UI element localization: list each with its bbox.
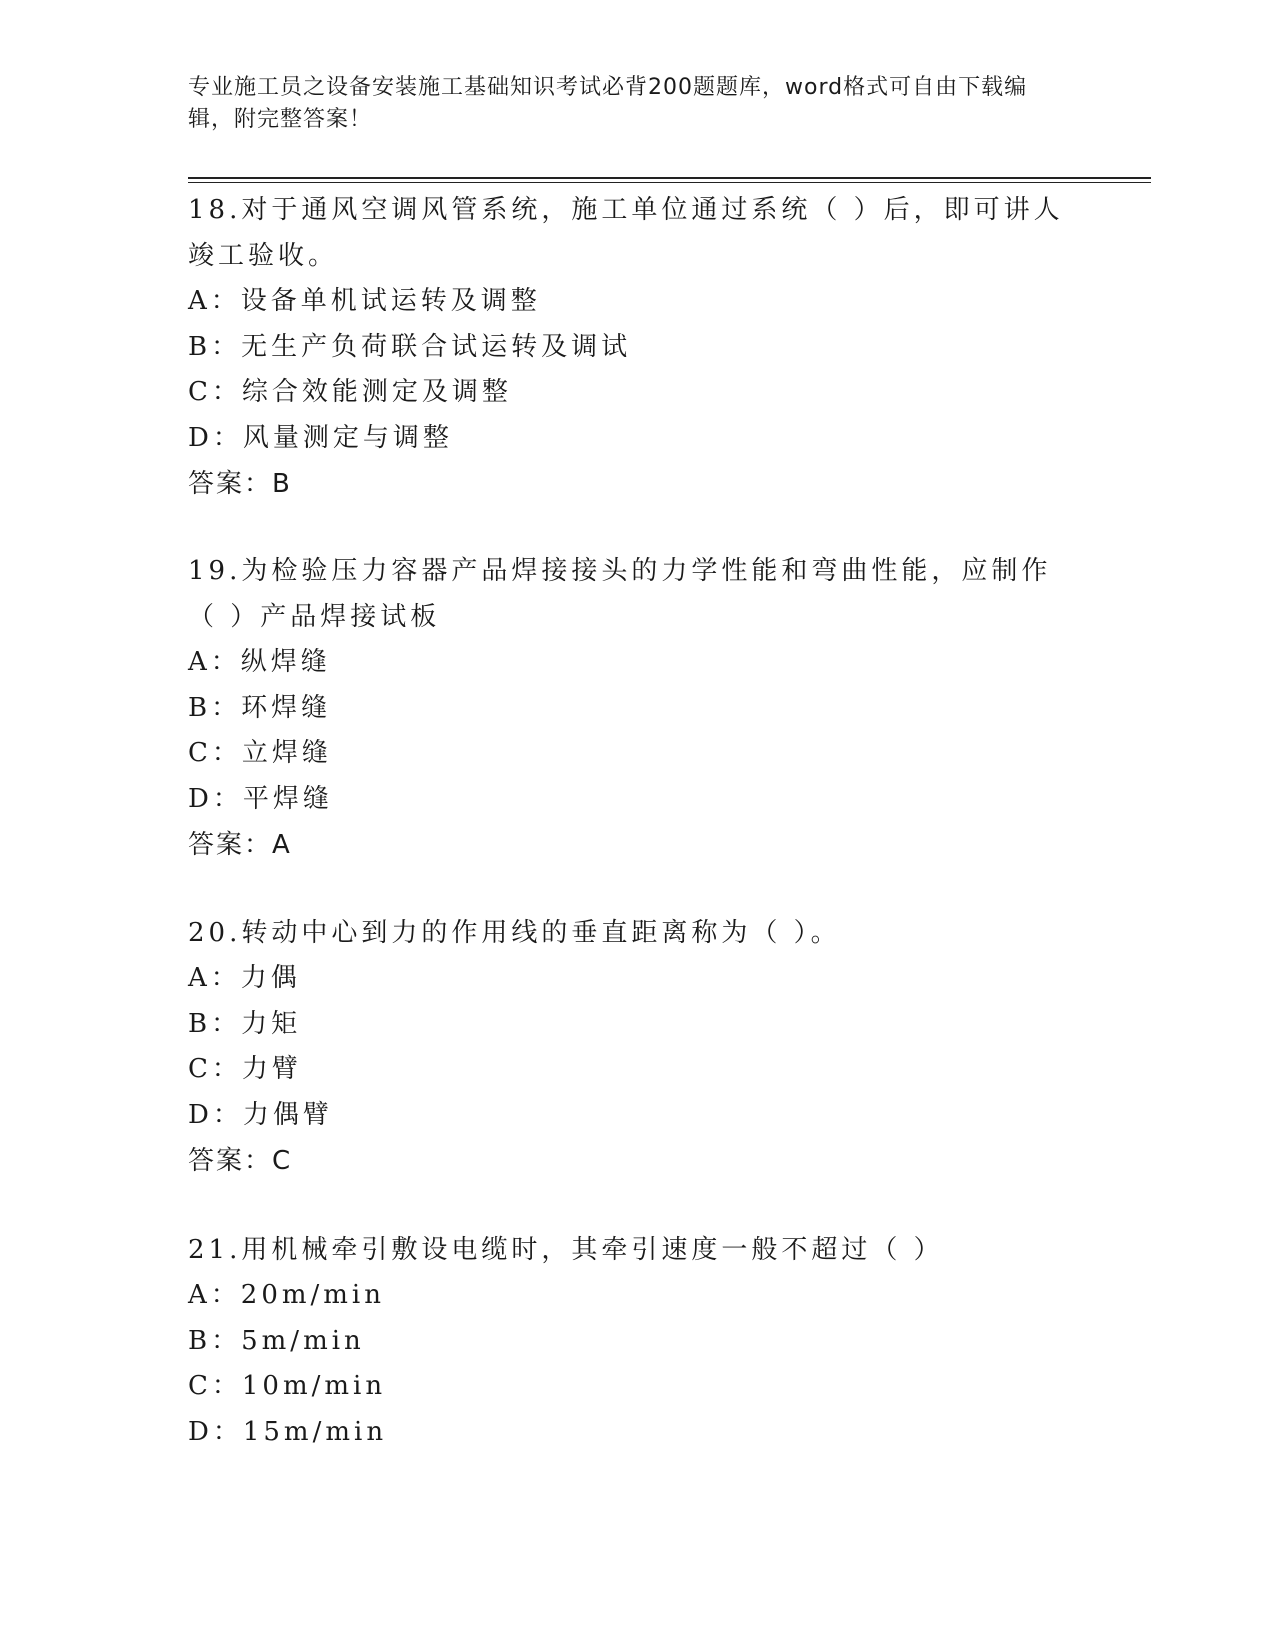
header-divider <box>188 177 1151 179</box>
header-divider-thin <box>188 182 1151 183</box>
option-d: D：平焊缝 <box>188 783 333 814</box>
option-b: B：环焊缝 <box>188 692 332 723</box>
option-d: D：风量测定与调整 <box>188 422 453 453</box>
option-c: C：立焊缝 <box>188 738 332 768</box>
answer: 答案：C <box>188 1146 293 1176</box>
question-19 <box>188 548 1068 868</box>
option-a: A：力偶 <box>188 963 301 993</box>
option-a: A：20m/min <box>188 1280 385 1310</box>
question-21 <box>188 1227 1068 1455</box>
question-stem: 19.为检验压力容器产品焊接接头的力学性能和弯曲性能，应制作（ ）产品焊接试板 <box>188 556 1052 632</box>
option-a: A：设备单机试运转及调整 <box>188 286 541 316</box>
answer: 答案：B <box>188 469 292 499</box>
option-c: C：综合效能测定及调整 <box>188 377 512 407</box>
option-c: C：10m/min <box>188 1371 387 1401</box>
option-d: D：力偶臂 <box>188 1099 333 1130</box>
question-stem: 20.转动中心到力的作用线的垂直距离称为（ ）。 <box>188 918 841 948</box>
option-b: B：力矩 <box>188 1008 302 1039</box>
option-c: C：力臂 <box>188 1054 302 1084</box>
option-b: B：5m/min <box>188 1325 365 1356</box>
question-stem: 21.用机械牵引敷设电缆时，其牵引速度一般不超过（ ） <box>188 1235 944 1265</box>
answer: 答案：A <box>188 830 292 860</box>
option-a: A：纵焊缝 <box>188 647 331 677</box>
document-header: 专业施工员之设备安装施工基础知识考试必背200题题库，word格式可自由下载编辑，附完整答案！ <box>188 75 1028 132</box>
question-18 <box>188 187 1068 507</box>
question-20 <box>188 910 1068 1184</box>
option-b: B：无生产负荷联合试运转及调试 <box>188 331 632 362</box>
question-stem: 18.对于通风空调风管系统，施工单位通过系统（ ）后，即可讲人竣工验收。 <box>188 195 1064 271</box>
option-d: D：15m/min <box>188 1416 388 1447</box>
